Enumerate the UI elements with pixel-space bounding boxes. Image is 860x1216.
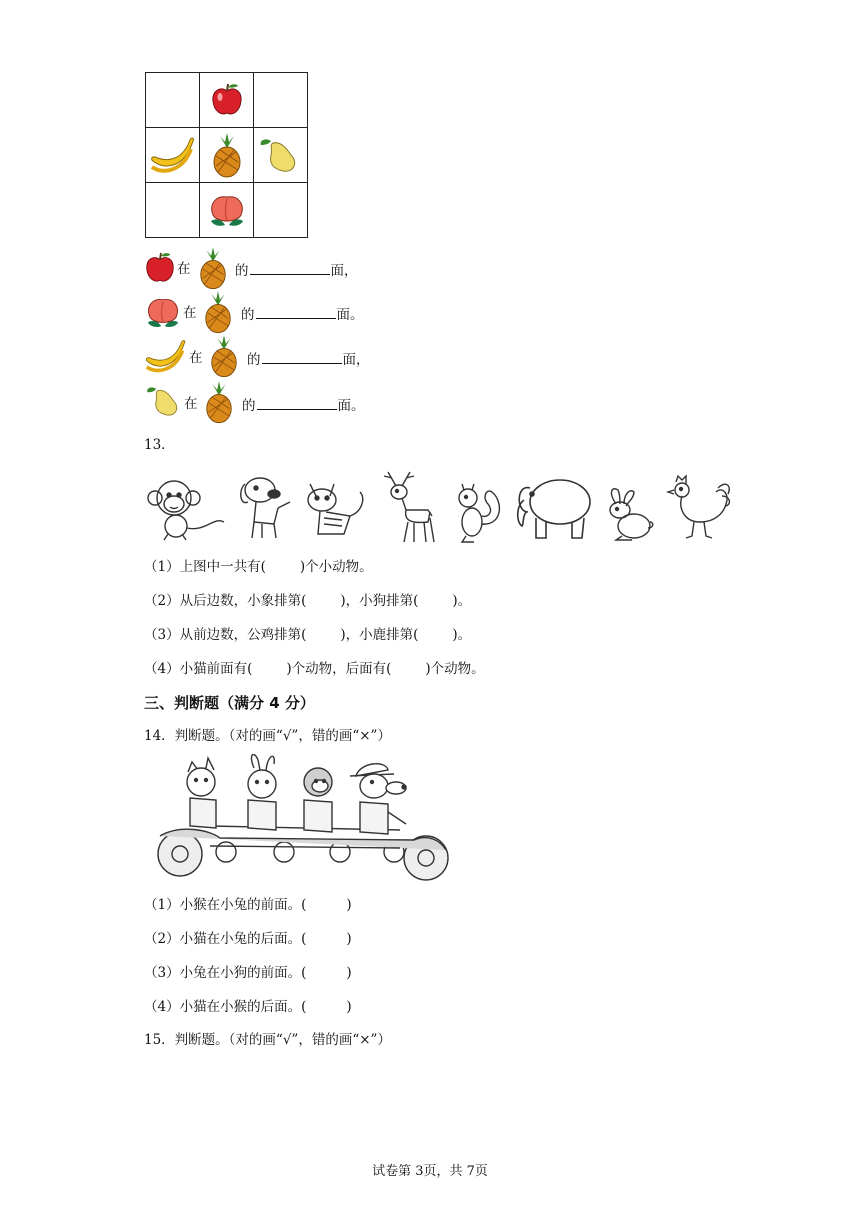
rooster-icon	[664, 474, 734, 542]
apple-icon	[210, 82, 244, 118]
answer-blank[interactable]	[250, 260, 330, 275]
pear-icon	[144, 382, 184, 420]
animal-row	[144, 468, 734, 546]
fruit-grid	[145, 72, 308, 238]
q14-item-3: （3）小兔在小狗的前面。( )	[144, 965, 352, 981]
tandem-bike-illustration	[150, 754, 456, 882]
q12-word: 在	[177, 261, 191, 277]
peach-icon	[144, 294, 182, 330]
q13-number: 13．	[144, 437, 175, 453]
apple-icon	[144, 250, 176, 286]
grid-cell	[146, 73, 200, 128]
q12-word: 在	[183, 305, 197, 321]
q14-title: 14．判断题。（对的画“√”，错的画“×”）	[144, 728, 391, 744]
pineapple-icon	[197, 246, 229, 290]
deer-icon	[380, 468, 440, 544]
grid-cell	[200, 73, 254, 128]
answer-blank[interactable]	[256, 304, 336, 319]
q13-item-4: （4）小猫前面有( )个动物，后面有( )个动物。	[144, 661, 485, 677]
q12-word: 的 面，	[235, 260, 358, 280]
q12-word: 在	[184, 396, 198, 412]
q15-title: 15．判断题。（对的画“√”，错的画“×”）	[144, 1032, 391, 1048]
pear-icon	[257, 135, 303, 175]
section-heading: 三、判断题（满分 4 分）	[144, 694, 315, 712]
elephant-icon	[512, 472, 596, 542]
q13-item-1: （1）上图中一共有( )个小动物。	[144, 559, 373, 575]
q12-word: 的 面，	[247, 349, 370, 369]
squirrel-icon	[452, 482, 506, 544]
q12-word: 在	[189, 350, 203, 366]
q14-item-4: （4）小猫在小猴的后面。( )	[144, 999, 352, 1015]
answer-blank[interactable]	[262, 349, 342, 364]
rabbit-icon	[602, 484, 658, 542]
grid-cell	[253, 183, 307, 238]
grid-cell	[253, 128, 307, 183]
pineapple-icon	[208, 334, 240, 378]
banana-icon	[149, 135, 197, 175]
q14-item-1: （1）小猴在小兔的前面。( )	[144, 897, 352, 913]
q13-item-3: （3）从前边数，公鸡排第( )，小鹿排第( )。	[144, 627, 472, 643]
q12-word: 的 面。	[241, 304, 364, 324]
q14-item-2: （2）小猫在小兔的后面。( )	[144, 931, 352, 947]
grid-cell	[146, 128, 200, 183]
grid-cell	[146, 183, 200, 238]
cat-icon	[304, 476, 372, 542]
peach-icon	[207, 191, 247, 229]
grid-cell	[200, 128, 254, 183]
pineapple-icon	[202, 290, 234, 334]
banana-icon	[144, 336, 188, 376]
grid-cell	[200, 183, 254, 238]
pineapple-icon	[203, 380, 235, 424]
answer-blank[interactable]	[257, 395, 337, 410]
grid-cell	[253, 73, 307, 128]
q13-item-2: （2）从后边数，小象排第( )，小狗排第( )。	[144, 593, 472, 609]
page-footer: 试卷第 3页，共 7页	[372, 1164, 488, 1179]
q12-word: 的 面。	[242, 395, 365, 415]
dog-icon	[234, 472, 298, 544]
pineapple-icon	[210, 132, 244, 178]
monkey-icon	[144, 476, 230, 542]
